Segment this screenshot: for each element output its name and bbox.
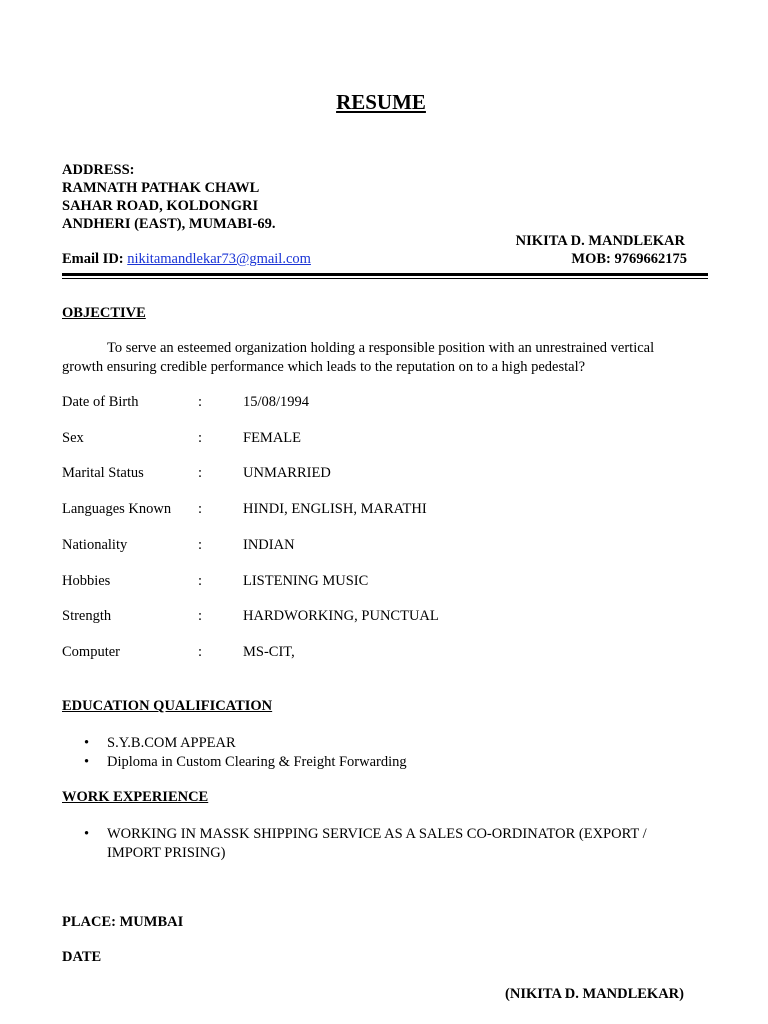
bullet-icon: • bbox=[84, 826, 90, 842]
personal-label: Computer bbox=[62, 644, 120, 660]
objective-text: To serve an esteemed organization holding a responsible position with an unrestrained vertical growth ensuring credible performance which leads to the reputation on to a high pedestal? bbox=[62, 340, 655, 375]
work-list bbox=[84, 825, 694, 863]
header-divider-thick bbox=[62, 273, 708, 276]
personal-colon: : bbox=[198, 644, 203, 660]
mobile-number: MOB: 9769662175 bbox=[571, 251, 687, 267]
personal-value: HARDWORKING, PUNCTUAL bbox=[243, 608, 439, 624]
address-line-1: RAMNATH PATHAK CHAWL bbox=[62, 180, 260, 196]
personal-colon: : bbox=[198, 430, 203, 446]
objective-paragraph bbox=[62, 339, 692, 376]
education-list bbox=[84, 734, 407, 772]
personal-colon: : bbox=[198, 394, 203, 410]
personal-colon: : bbox=[198, 501, 203, 517]
address-label: ADDRESS: bbox=[62, 162, 135, 178]
personal-value: 15/08/1994 bbox=[243, 394, 310, 410]
personal-label: Strength bbox=[62, 608, 112, 624]
bullet-icon: • bbox=[84, 754, 90, 770]
place: PLACE: MUMBAI bbox=[62, 914, 184, 930]
personal-value: LISTENING MUSIC bbox=[243, 573, 369, 589]
personal-label: Marital Status bbox=[62, 465, 144, 481]
candidate-name-header: NIKITA D. MANDLEKAR bbox=[515, 233, 685, 249]
education-heading: EDUCATION QUALIFICATION bbox=[62, 698, 273, 714]
date: DATE bbox=[62, 949, 102, 965]
signature-name: (NIKITA D. MANDLEKAR) bbox=[505, 986, 684, 1002]
email-label: Email ID: bbox=[62, 251, 128, 267]
personal-value: HINDI, ENGLISH, MARATHI bbox=[243, 501, 427, 517]
personal-colon: : bbox=[198, 465, 203, 481]
address-line-3: ANDHERI (EAST), MUMABI-69. bbox=[62, 216, 276, 232]
list-item: • Diploma in Custom Clearing & Freight Forwarding bbox=[84, 754, 407, 770]
personal-label: Sex bbox=[62, 430, 84, 446]
personal-label: Date of Birth bbox=[62, 394, 139, 410]
personal-value: FEMALE bbox=[243, 430, 301, 446]
personal-colon: : bbox=[198, 537, 203, 553]
email-row bbox=[62, 251, 311, 268]
personal-value: INDIAN bbox=[243, 537, 295, 553]
personal-colon: : bbox=[198, 573, 203, 589]
personal-label: Hobbies bbox=[62, 573, 111, 589]
email-link[interactable]: nikitamandlekar73@gmail.com bbox=[127, 251, 311, 267]
personal-value: UNMARRIED bbox=[243, 465, 331, 481]
personal-colon: : bbox=[198, 608, 203, 624]
work-heading: WORK EXPERIENCE bbox=[62, 789, 209, 805]
list-item: • S.Y.B.COM APPEAR bbox=[84, 735, 236, 751]
list-item: • WORKING IN MASSK SHIPPING SERVICE AS A SALES CO-ORDINATOR (EXPORT / IMPORT PRISING) bbox=[84, 826, 647, 861]
personal-label: Nationality bbox=[62, 537, 128, 553]
personal-label: Languages Known bbox=[62, 501, 172, 517]
personal-value: MS-CIT, bbox=[243, 644, 295, 660]
bullet-icon: • bbox=[84, 735, 90, 751]
address-line-2: SAHAR ROAD, KOLDONGRI bbox=[62, 198, 259, 214]
objective-heading: OBJECTIVE bbox=[62, 305, 146, 321]
header-divider-thin bbox=[62, 278, 708, 279]
page-title: RESUME bbox=[336, 90, 426, 114]
